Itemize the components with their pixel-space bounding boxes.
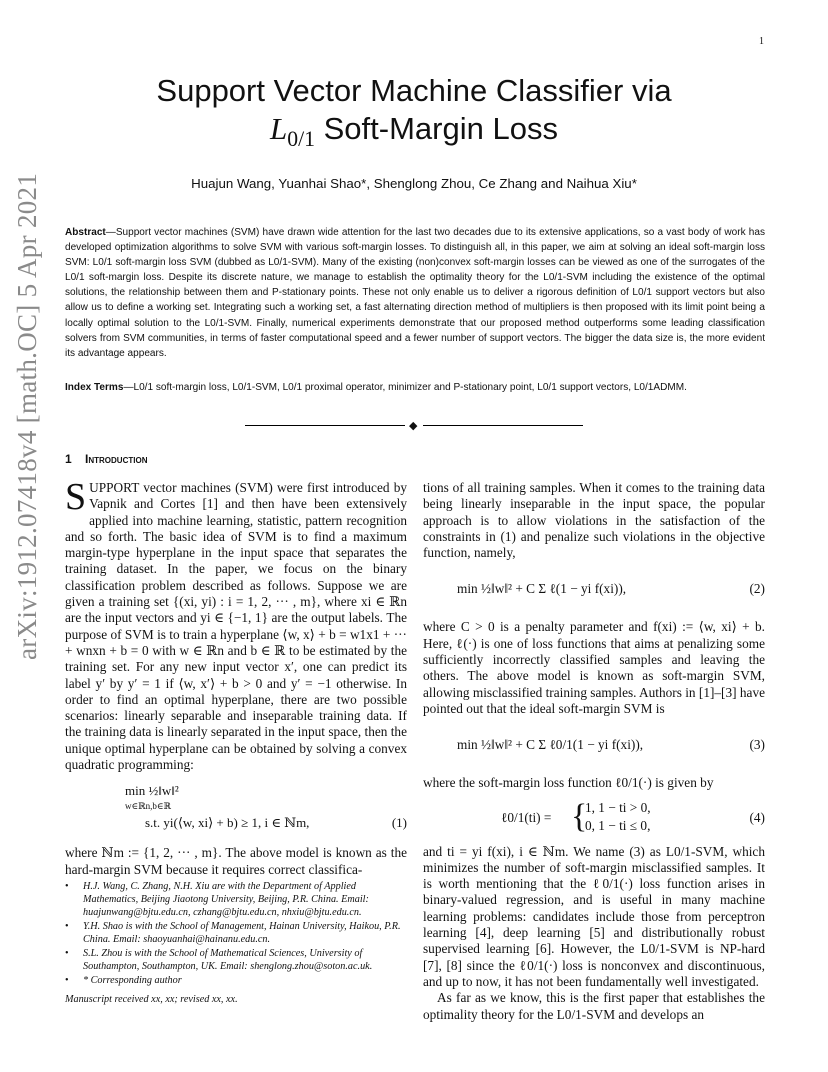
abstract-label: Abstract bbox=[65, 227, 106, 238]
equation-3-number: (3) bbox=[749, 737, 765, 753]
equation-4 bbox=[423, 798, 765, 840]
abstract-text: —Support vector machines (SVM) have drawn wide attention for the last two decades due to its extensive applications, so a vast body of work has developed optimization algorithms to solve SVM with various soft-margin losses. To distinguish all, in this paper, we aim at solving an ideal soft-margin loss SVM: L0/1 soft-margin loss SVM (dubbed as L0/1-SVM). Many of the existing (non)convex soft-margin losses can be viewed as one of the surrogates of the L0/1 soft-margin loss. Despite its discrete nature, we manage to establish the optimality theory for the L0/1-SVM including the existence of the optimal solutions, the relationship between them and P-stationary points. These not only enable us to deliver a rigorous definition of L0/1 support vectors but also allow us to define a working set. Integrating such a working set, a fast alternating direction method of multipliers is then proposed with its limit point being a locally optimal solution to the L0/1-SVM. Finally, numerical experiments demonstrate that our proposed method outperforms some leading classification solvers from SVM communities, in terms of faster computational speed and a fewer number of support vectors. The bigger the data size is, the more evident its advantage appears. bbox=[65, 227, 765, 359]
equation-1-number: (1) bbox=[391, 815, 407, 831]
manuscript-note: Manuscript received xx, xx; revised xx, xx. bbox=[65, 994, 238, 1005]
right-paragraph-2: where C > 0 is a penalty parameter and f(xi) := ⟨w, xi⟩ + b. Here, ℓ(·) is one of loss functions that aims at penalizing some sufficiently incorrectly classified samples and leaving the others. The above model is known as soft-margin SVM, allowing misclassified training samples. Authors in [1]–[3] have pointed out that the ideal soft-margin SVM is bbox=[423, 619, 765, 716]
section-heading bbox=[65, 452, 147, 466]
drop-cap: S bbox=[65, 476, 87, 518]
section-title: Introduction bbox=[85, 452, 148, 466]
bullet-icon: • bbox=[65, 881, 69, 892]
bullet-icon: • bbox=[65, 921, 69, 932]
equation-4-number: (4) bbox=[749, 809, 765, 825]
title-line-2 bbox=[0, 110, 828, 158]
intro-paragraph-1-text: UPPORT vector machines (SVM) were first introduced by Vapnik and Cortes [1] and then have been extensively applied into machine learning, statistic, pattern recognition and so forth. The basic idea of SVM is to find a maximum margin-type hyperplane in the input space that separates the training dataset. In the paper, we focus on the binary classification problem described as follows. Suppose we are given a training set {(xi, yi) : i = 1, 2, ··· , m}, where xi ∈ ℝn are the input vectors and yi ∈ {−1, 1} are the output labels. The purpose of SVM is to train a hyperplane ⟨w, x⟩ + b = w1x1 + ··· + wnxn + b = 0 with w ∈ ℝn and b ∈ ℝ to be estimated by the training set. For any new input vector x′, one can predict its label y′ by y′ = 1 if ⟨w, x′⟩ + b > 0 and y′ = −1 otherwise. In order to find an optimal hyperplane, there are two possible scenarios: linearly separable and inseparable training data. If the training data is linearly separated in the input space, then the unique optimal hyperplane can be obtained by solving a convex quadratic programming: bbox=[65, 480, 407, 773]
bullet-icon: • bbox=[65, 975, 69, 986]
equation-1 bbox=[65, 783, 407, 841]
intro-paragraph-1 bbox=[65, 476, 407, 773]
footnote-text: S.L. Zhou is with the School of Mathematical Sciences, University of Southampton, Southampton, UK. Email: shenglong.zhou@soton.ac.uk. bbox=[83, 948, 373, 972]
author-list: Huajun Wang, Yuanhai Shao*, Shenglong Zhou, Ce Zhang and Naihua Xiu* bbox=[191, 176, 637, 191]
bullet-icon: • bbox=[65, 948, 69, 959]
equation-2 bbox=[423, 569, 765, 613]
footnote-text: * Corresponding author bbox=[83, 975, 182, 986]
section-number: 1 bbox=[65, 452, 72, 466]
equation-1-line-2: s.t. yi(⟨w, xi⟩ + b) ≥ 1, i ∈ ℕm, bbox=[145, 815, 310, 831]
index-terms-text: —L0/1 soft-margin loss, L0/1-SVM, L0/1 proximal operator, minimizer and P-stationary point, L0/1 support vectors, L0/1ADMM. bbox=[123, 382, 687, 393]
footnote-item bbox=[65, 920, 407, 946]
equation-2-number: (2) bbox=[749, 581, 765, 597]
diamond-icon: ◆ bbox=[409, 420, 418, 432]
paper-title bbox=[0, 72, 828, 158]
footnotes bbox=[65, 880, 407, 1006]
title-rest: Soft-Margin Loss bbox=[315, 111, 558, 146]
footnote-item bbox=[65, 947, 407, 973]
equation-3 bbox=[423, 725, 765, 769]
intro-paragraph-2: where ℕm := {1, 2, ··· , m}. The above model is known as the hard-margin SVM because it requires correct classifica- bbox=[65, 845, 407, 877]
footnote-item bbox=[65, 880, 407, 919]
title-math: L bbox=[270, 111, 288, 146]
equation-1-subscript: w∈ℝn,b∈ℝ bbox=[125, 801, 172, 812]
divider-line-left bbox=[245, 425, 405, 426]
title-math-sub: 0/1 bbox=[287, 127, 316, 152]
footnote-text: Y.H. Shao is with the School of Management, Hainan University, Haikou, P.R. China. Email: shaoyuanhai@hainanu.edu.cn. bbox=[83, 921, 401, 945]
equation-4-lhs: ℓ0/1(ti) = bbox=[501, 809, 552, 825]
equation-1-line-1: min ½‖w‖² bbox=[125, 783, 179, 799]
arxiv-identifier: arXiv:1912.07418v4 [math.OC] 5 Apr 2021 bbox=[12, 172, 42, 660]
right-paragraph-1: tions of all training samples. When it comes to the training data being linearly inseparable in the input space, the popular approach is to allow violations in the satisfaction of the constraints in (1) and penalize such violations in the objective function, namely, bbox=[423, 480, 765, 561]
equation-4-case-2: 0, 1 − ti ≤ 0, bbox=[585, 817, 651, 833]
page-number: 1 bbox=[759, 36, 764, 47]
brace-icon: { bbox=[571, 797, 588, 835]
footnote-item bbox=[65, 974, 407, 987]
right-paragraph-5: As far as we know, this is the first paper that establishes the optimality theory for the L0/1-SVM and develops an bbox=[423, 990, 765, 1022]
title-line-1: Support Vector Machine Classifier via bbox=[156, 73, 672, 108]
right-paragraph-4: and ti = yi f(xi), i ∈ ℕm. We name (3) as L0/1-SVM, which minimizes the number of soft-margin misclassified samples. It is worth mentioning that the ℓ0/1(·) loss function arises in binary-valued regression, and is useful in many machine learning problems: candidates include those from perceptron learning [4], deep learning [5] and distributionally robust supervised learning [6]. However, the L0/1-SVM is NP-hard [7], [8] since the ℓ0/1(·) loss is nonconvex and discontinuous, and up to now, it has not been fundamentally well investigated. bbox=[423, 843, 765, 989]
abstract bbox=[65, 225, 765, 361]
divider-line-right bbox=[423, 425, 583, 426]
section-divider bbox=[245, 418, 583, 432]
footnote-text: H.J. Wang, C. Zhang, N.H. Xiu are with the Department of Applied Mathematics, Beijing Jiaotong University, Beijing, P.R. China. Email: huajunwang@bjtu.edu.cn, czhang@bjtu.edu.cn, nhxiu@bjtu.edu.cn. bbox=[83, 881, 369, 918]
right-paragraph-3: where the soft-margin loss function ℓ0/1(·) is given by bbox=[423, 775, 714, 791]
equation-3-body: min ½‖w‖² + C Σ ℓ0/1(1 − yi f(xi)), bbox=[457, 737, 644, 753]
equation-4-case-1: 1, 1 − ti > 0, bbox=[585, 799, 651, 815]
left-column bbox=[65, 476, 407, 878]
index-terms-label: Index Terms bbox=[65, 382, 124, 393]
index-terms bbox=[65, 380, 765, 395]
right-column bbox=[423, 480, 765, 1023]
equation-2-body: min ½‖w‖² + C Σ ℓ(1 − yi f(xi)), bbox=[457, 581, 627, 597]
